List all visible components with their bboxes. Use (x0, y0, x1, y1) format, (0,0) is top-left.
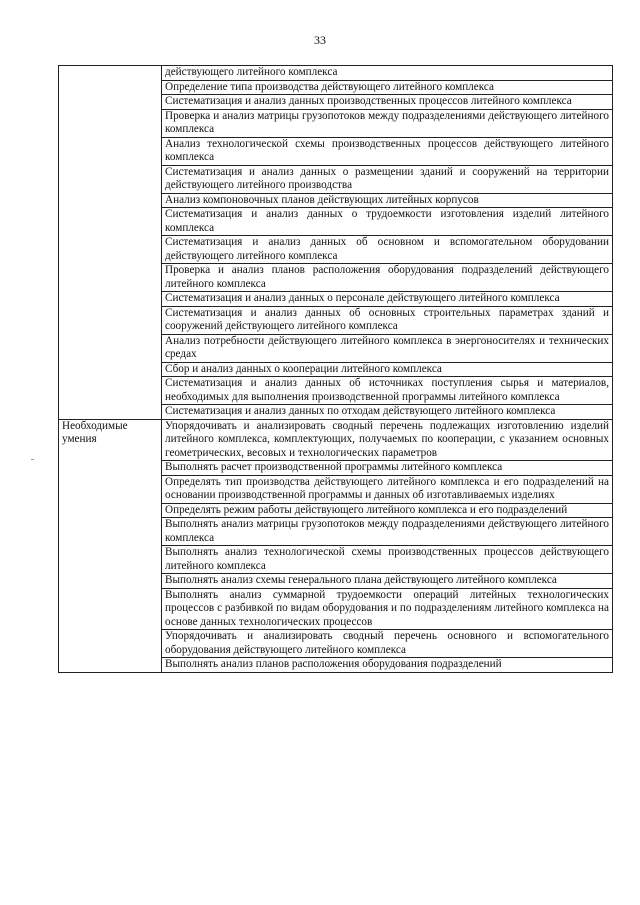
row-text: Систематизация и анализ данных о трудоемкости изготовления изделий литейного комплекса (162, 208, 613, 236)
row-text: Определение типа производства действующего литейного комплекса (162, 80, 613, 95)
table-row (59, 419, 613, 461)
row-text: Систематизация и анализ данных о размещении зданий и сооружений на территории действующего литейного производства (162, 165, 613, 193)
row-text: Анализ технологической схемы производственных процессов действующего литейного комплекса (162, 137, 613, 165)
row-text: Выполнять анализ матрицы грузопотоков между подразделениями действующего литейного комплекса (162, 518, 613, 546)
row-text: Систематизация и анализ данных об источниках поступления сырья и материалов, необходимых для выполнения производственной программы литейного комплекса (162, 377, 613, 405)
row-text: Определять режим работы действующего литейного комплекса и его подразделений (162, 503, 613, 518)
section-label (59, 66, 162, 420)
row-text: Систематизация и анализ данных об основных строительных параметрах зданий и сооружений действующего литейного комплекса (162, 306, 613, 334)
row-text: Сбор и анализ данных о кооперации литейного комплекса (162, 362, 613, 377)
row-text: Анализ компоновочных планов действующих литейных корпусов (162, 193, 613, 208)
row-text: Проверка и анализ матрицы грузопотоков между подразделениями действующего литейного комплекса (162, 109, 613, 137)
row-text: Упорядочивать и анализировать сводный перечень подлежащих изготовлению изделий литейного комплекса, комплектующих, получаемых по кооперации, с указанием основных геометрических, весовых и технологических параметров (162, 419, 613, 461)
row-text: Определять тип производства действующего литейного комплекса и его подразделений на основании производственной программы и данных об изготавливаемых изделиях (162, 475, 613, 503)
row-text: Упорядочивать и анализировать сводный перечень основного и вспомогательного оборудования действующего литейного комплекса (162, 630, 613, 658)
row-text: Выполнять анализ схемы генерального плана действующего литейного комплекса (162, 574, 613, 589)
row-text: Анализ потребности действующего литейного комплекса в энергоносителях и технических средах (162, 334, 613, 362)
section-label: Необходимые умения (59, 419, 162, 672)
row-text: Систематизация и анализ данных по отходам действующего литейного комплекса (162, 405, 613, 420)
scan-artifact (31, 459, 34, 460)
row-text: Систематизация и анализ данных о персонале действующего литейного комплекса (162, 292, 613, 307)
row-text: Проверка и анализ планов расположения оборудования подразделений действующего литейного комплекса (162, 264, 613, 292)
row-text: Систематизация и анализ данных производственных процессов литейного комплекса (162, 95, 613, 110)
row-text: Выполнять анализ планов расположения оборудования подразделений (162, 658, 613, 673)
row-text: Выполнять расчет производственной программы литейного комплекса (162, 461, 613, 476)
row-text: действующего литейного комплекса (162, 66, 613, 81)
page-number: 33 (314, 33, 326, 47)
competency-table (58, 65, 613, 673)
row-text: Систематизация и анализ данных об основном и вспомогательном оборудовании действующего литейного комплекса (162, 236, 613, 264)
row-text: Выполнять анализ технологической схемы производственных процессов действующего литейного комплекса (162, 546, 613, 574)
row-text: Выполнять анализ суммарной трудоемкости операций литейных технологических процессов с разбивкой по видам оборудования и по подразделениям литейного комплекса на основе данных технологических процессов (162, 588, 613, 630)
table-row (59, 66, 613, 81)
